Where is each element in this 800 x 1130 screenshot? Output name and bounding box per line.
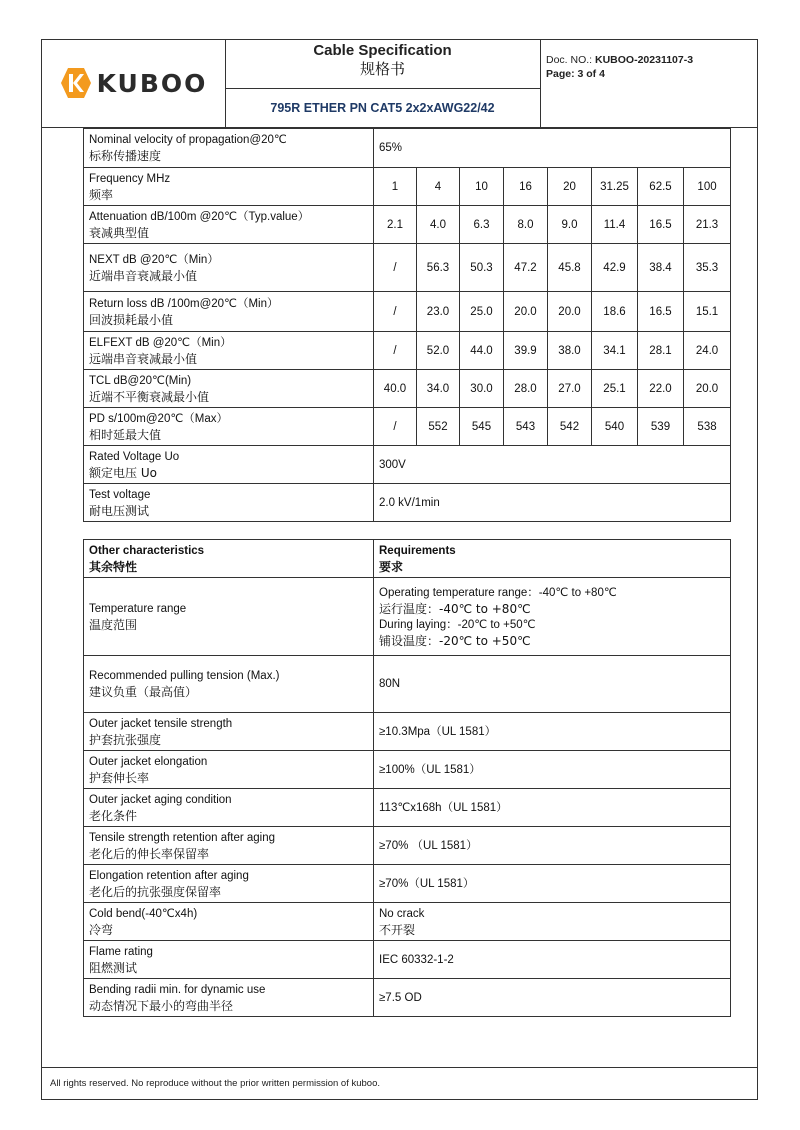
cell-value: 38.4 [638, 244, 684, 292]
row-label [84, 751, 374, 789]
cell-value: 40.0 [374, 370, 417, 408]
cell-value: 28.0 [504, 370, 548, 408]
cell-value: 80N [374, 656, 731, 713]
cell-value: 44.0 [460, 332, 504, 370]
cell-value: 538 [684, 408, 731, 446]
cell-value: 539 [638, 408, 684, 446]
title-en: Cable Specification [313, 42, 452, 59]
other-characteristics-table [83, 539, 731, 1017]
table-row [84, 244, 731, 292]
cell-value: ≥70% （UL 1581） [374, 827, 731, 865]
table-row [84, 370, 731, 408]
cold-bend-value [374, 903, 731, 941]
cell-value: 16.5 [638, 206, 684, 244]
cell-value: 543 [504, 408, 548, 446]
cold-bend-row [84, 903, 731, 941]
temperature-line: Operating temperature range：-40℃ to +80℃ [379, 586, 617, 599]
velocity-row [84, 129, 731, 168]
label-en: Tensile strength retention after aging [89, 831, 276, 844]
label-en: Flame rating [89, 945, 153, 958]
label-cn: 回波损耗最小值 [89, 312, 174, 327]
bending-value: ≥7.5 OD [374, 979, 731, 1017]
row-label [84, 244, 374, 292]
title-cn: 规格书 [359, 60, 405, 78]
label-cn: 温度范围 [89, 617, 138, 632]
footer-text: All rights reserved. No reproduce without the prior written permission of kuboo. [50, 1078, 381, 1089]
label-en: Outer jacket elongation [89, 755, 208, 768]
table-row [84, 865, 731, 903]
cell-value: 38.0 [548, 332, 592, 370]
cell-value: 28.1 [638, 332, 684, 370]
row-label [84, 656, 374, 713]
row-label [84, 292, 374, 332]
cell-value: 39.9 [504, 332, 548, 370]
cell-value: 23.0 [417, 292, 460, 332]
cell-value: 42.9 [592, 244, 638, 292]
cell-value: 47.2 [504, 244, 548, 292]
temperature-line: During laying：-20℃ to +50℃ [379, 618, 536, 631]
row-label [84, 713, 374, 751]
label-cn: 冷弯 [89, 922, 114, 937]
label-cn: 远端串音衰减最小值 [89, 351, 198, 366]
table-row [84, 656, 731, 713]
label-cn: 动态情况下最小的弯曲半径 [89, 998, 234, 1013]
row-label [84, 408, 374, 446]
doc-info [540, 39, 758, 127]
cell-value: 27.0 [548, 370, 592, 408]
label-cn: 要求 [379, 559, 404, 574]
row-label [84, 865, 374, 903]
cell-value: / [374, 332, 417, 370]
cell-value: 52.0 [417, 332, 460, 370]
label-cn: 其余特性 [89, 559, 138, 574]
label-cn: 相时延最大值 [89, 427, 162, 442]
test-voltage-row [84, 484, 731, 522]
table-row [84, 713, 731, 751]
row-label [84, 578, 374, 656]
cell-value: 6.3 [460, 206, 504, 244]
electrical-spec-table [83, 128, 731, 522]
label-en: ELFEXT dB @20℃（Min） [89, 336, 232, 349]
frequency-label [84, 168, 374, 206]
label-en: TCL dB@20℃(Min) [89, 374, 192, 387]
frequency-row [84, 168, 731, 206]
label-en: Other characteristics [89, 544, 205, 557]
temperature-line: 铺设温度：-20℃ to +50℃ [379, 633, 531, 648]
temperature-value [374, 578, 731, 656]
row-label [84, 370, 374, 408]
page-label: Page: [546, 68, 575, 80]
cell-value: 4.0 [417, 206, 460, 244]
frequency-value: 100 [684, 168, 731, 206]
cell-value: 15.1 [684, 292, 731, 332]
rated-voltage-value: 300V [374, 446, 731, 484]
label-cn: 阻燃测试 [89, 960, 138, 975]
cell-value: 35.3 [684, 244, 731, 292]
label-cn: 衰减典型值 [89, 225, 150, 240]
cell-value: 56.3 [417, 244, 460, 292]
temperature-line: 运行温度：-40℃ to +80℃ [379, 601, 531, 616]
cell-value: 20.0 [504, 292, 548, 332]
cell-value: 8.0 [504, 206, 548, 244]
frequency-value: 10 [460, 168, 504, 206]
table-row [84, 292, 731, 332]
table-row [84, 206, 731, 244]
frequency-value: 31.25 [592, 168, 638, 206]
label-en: Temperature range [89, 602, 187, 615]
product-name: 795R ETHER PN CAT5 2x2xAWG22/42 [270, 101, 495, 115]
label-en: Rated Voltage Uo [89, 450, 180, 463]
cell-value: 16.5 [638, 292, 684, 332]
cell-value: 2.1 [374, 206, 417, 244]
table-row [84, 751, 731, 789]
label-cn: 频率 [89, 187, 114, 202]
flame-row [84, 941, 731, 979]
cell-value: 34.1 [592, 332, 638, 370]
table-row [84, 789, 731, 827]
label-en: Test voltage [89, 488, 151, 501]
frequency-value: 1 [374, 168, 417, 206]
page-number: 3 of 4 [577, 68, 605, 80]
label-en: Return loss dB /100m@20℃（Min） [89, 297, 279, 310]
table-header-row [84, 540, 731, 578]
label-en: NEXT dB @20℃（Min） [89, 253, 219, 266]
cell-value: 30.0 [460, 370, 504, 408]
label-cn: 耐电压测试 [89, 503, 150, 518]
frequency-value: 16 [504, 168, 548, 206]
cell-value: 50.3 [460, 244, 504, 292]
velocity-value: 65% [374, 129, 731, 168]
label-en: Outer jacket tensile strength [89, 717, 233, 730]
label-en: Frequency MHz [89, 172, 171, 185]
flame-value: IEC 60332-1-2 [374, 941, 731, 979]
doc-no: KUBOO-20231107-3 [595, 54, 694, 66]
cell-value: 11.4 [592, 206, 638, 244]
doc-no-label: Doc. NO.: [546, 54, 593, 66]
temperature-row [84, 578, 731, 656]
column-header [84, 540, 374, 578]
row-label [84, 903, 374, 941]
label-cn: 近端不平衡衰减最小值 [89, 389, 210, 404]
label-cn: 护套抗张强度 [89, 732, 162, 747]
column-header [374, 540, 731, 578]
row-label [84, 332, 374, 370]
cell-value: 9.0 [548, 206, 592, 244]
label-en: PD s/100m@20℃（Max） [89, 412, 228, 425]
row-label [84, 789, 374, 827]
cell-value: 24.0 [684, 332, 731, 370]
logo [41, 39, 226, 127]
row-label [84, 446, 374, 484]
cell-value: 25.0 [460, 292, 504, 332]
cell-value: / [374, 244, 417, 292]
label-cn: 标称传播速度 [89, 149, 162, 163]
table-row [84, 827, 731, 865]
cell-value: ≥100%（UL 1581） [374, 751, 731, 789]
cell-value: 34.0 [417, 370, 460, 408]
kuboo-logo-icon [59, 66, 93, 100]
row-label [84, 827, 374, 865]
brand-name: KUBOO [96, 68, 208, 98]
label-en: Elongation retention after aging [89, 869, 249, 882]
table-row [84, 332, 731, 370]
label-cn: 护套伸长率 [89, 770, 150, 785]
cell-value: ≥10.3Mpa（UL 1581） [374, 713, 731, 751]
table-row [84, 408, 731, 446]
cell-value: / [374, 292, 417, 332]
label-en: Nominal velocity of propagation@20℃ [89, 134, 287, 146]
label-en: Cold bend(-40℃x4h) [89, 907, 198, 920]
cell-value: 45.8 [548, 244, 592, 292]
velocity-label [84, 129, 374, 168]
cell-value: 545 [460, 408, 504, 446]
cell-value: 113℃x168h（UL 1581） [374, 789, 731, 827]
test-voltage-value: 2.0 kV/1min [374, 484, 731, 522]
row-label [84, 941, 374, 979]
cell-value: 22.0 [638, 370, 684, 408]
cell-value: / [374, 408, 417, 446]
label-cn: 老化后的抗张强度保留率 [89, 884, 222, 899]
cell-value: 20.0 [684, 370, 731, 408]
title-block [225, 39, 541, 127]
label-cn: 老化后的伸长率保留率 [89, 846, 210, 861]
label-en: Attenuation dB/100m @20℃（Typ.value） [89, 210, 310, 223]
row-label [84, 484, 374, 522]
cell-value: 552 [417, 408, 460, 446]
rated-voltage-row [84, 446, 731, 484]
cell-value: 542 [548, 408, 592, 446]
label-en: Recommended pulling tension (Max.) [89, 670, 280, 682]
label-cn: 近端串音衰减最小值 [89, 268, 198, 283]
cell-value: 540 [592, 408, 638, 446]
document-header [41, 39, 758, 128]
label-en: Bending radii min. for dynamic use [89, 983, 266, 996]
label-cn: 建议负重（最高值） [89, 685, 198, 699]
row-label [84, 979, 374, 1017]
footer-divider [41, 1067, 758, 1068]
label-en: Outer jacket aging condition [89, 793, 232, 806]
label-cn: 老化条件 [89, 808, 138, 823]
row-label [84, 206, 374, 244]
cell-value: ≥70%（UL 1581） [374, 865, 731, 903]
value-en: No crack [379, 907, 425, 920]
cell-value: 21.3 [684, 206, 731, 244]
value-cn: 不开裂 [379, 922, 416, 937]
cell-value: 20.0 [548, 292, 592, 332]
frequency-value: 4 [417, 168, 460, 206]
frequency-value: 62.5 [638, 168, 684, 206]
label-cn: 额定电压 Uo [89, 465, 157, 480]
cell-value: 25.1 [592, 370, 638, 408]
bending-row [84, 979, 731, 1017]
frequency-value: 20 [548, 168, 592, 206]
label-en: Requirements [379, 544, 456, 557]
cell-value: 18.6 [592, 292, 638, 332]
